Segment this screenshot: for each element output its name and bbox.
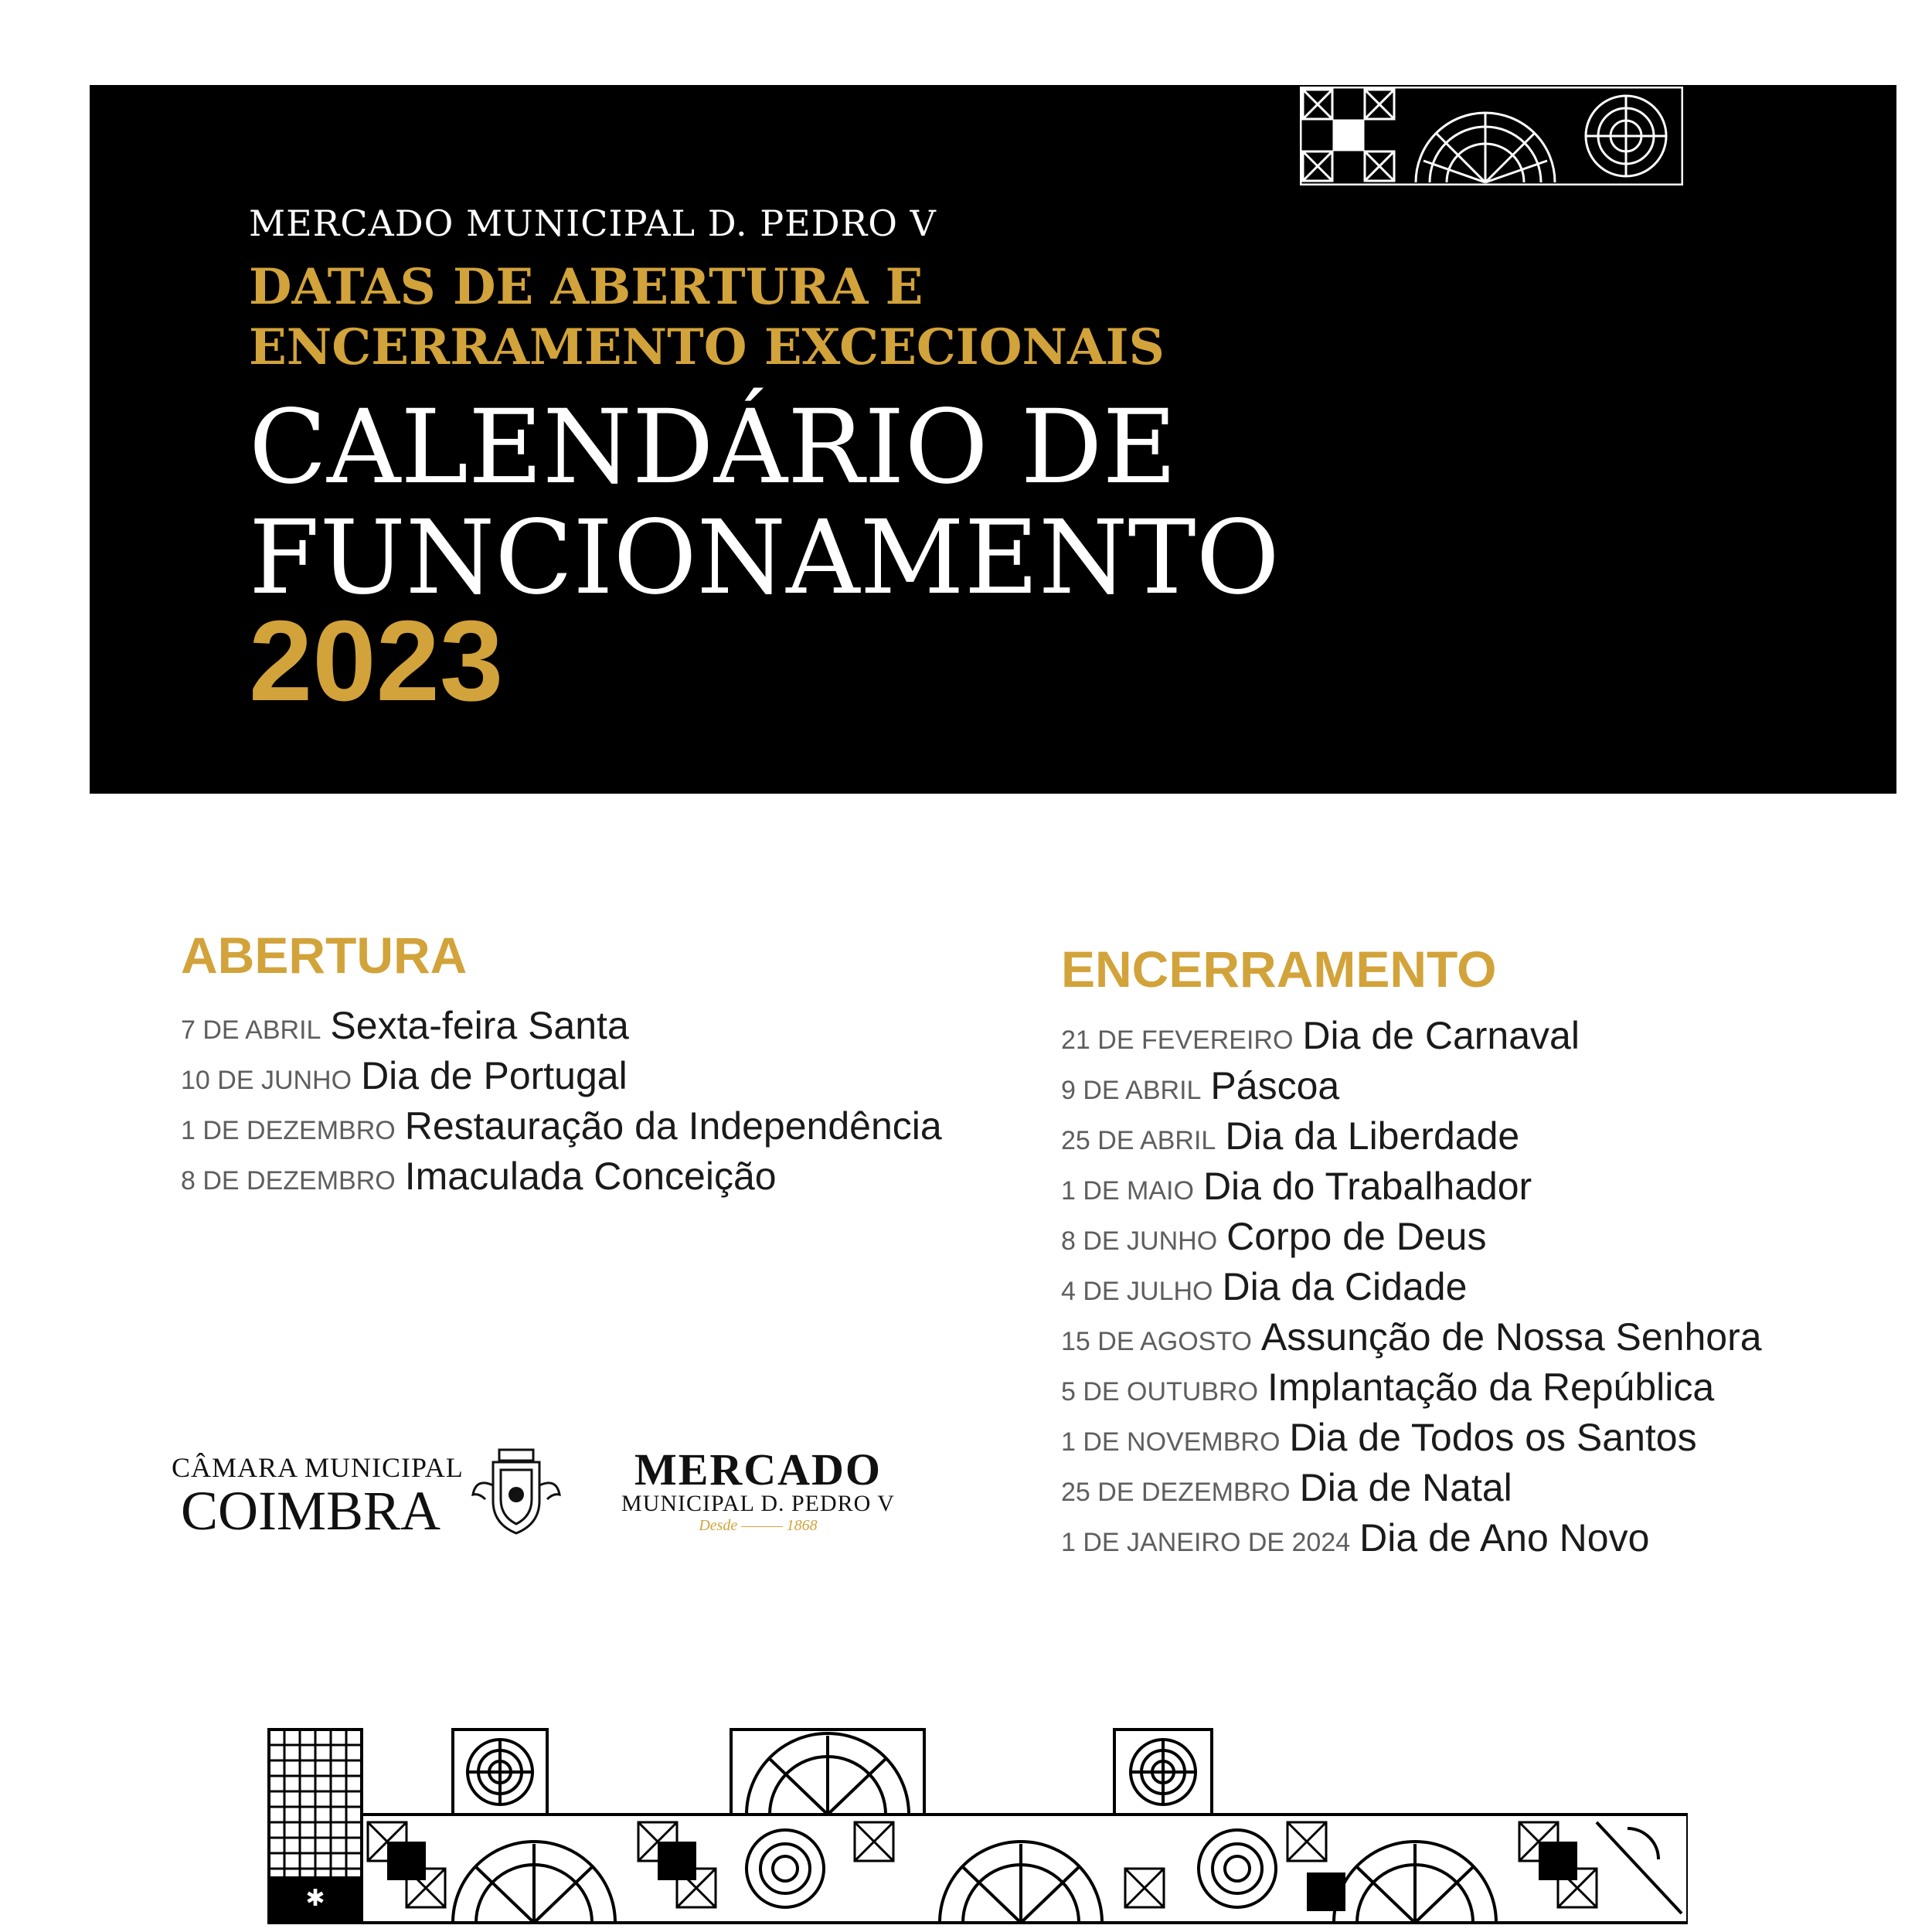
decorative-tile-pattern-bottom: [267, 1728, 1688, 1924]
date-label: 1 DE DEZEMBRO: [181, 1116, 396, 1145]
encerramento-item: [1061, 1111, 1762, 1162]
camara-logo-line2: COIMBRA: [180, 1480, 441, 1542]
abertura-heading: ABERTURA: [181, 927, 468, 984]
date-label: 1 DE MAIO: [1061, 1176, 1194, 1206]
coimbra-crest-icon: [462, 1439, 570, 1547]
date-label: 5 DE OUTUBRO: [1061, 1377, 1259, 1406]
market-subtitle: MERCADO MUNICIPAL D. PEDRO V: [249, 202, 937, 244]
gold-title-line1: DATAS DE ABERTURA E: [249, 258, 923, 316]
abertura-item: [181, 1151, 942, 1202]
encerramento-item: [1061, 1413, 1762, 1463]
event-label: Dia de Ano Novo: [1359, 1516, 1650, 1560]
date-label: 8 DE JUNHO: [1061, 1226, 1218, 1256]
abertura-list: [181, 1001, 942, 1202]
event-label: Restauração da Independência: [404, 1104, 942, 1148]
date-label: 21 DE FEVEREIRO: [1061, 1026, 1294, 1055]
year-label: 2023: [249, 597, 504, 725]
encerramento-heading: ENCERRAMENTO: [1061, 940, 1497, 998]
event-label: Sexta-feira Santa: [330, 1004, 629, 1047]
event-label: Dia de Portugal: [361, 1054, 628, 1097]
encerramento-item: [1061, 1212, 1762, 1262]
event-label: Corpo de Deus: [1226, 1215, 1487, 1258]
page-title: [249, 388, 1280, 617]
encerramento-item: [1061, 1362, 1762, 1413]
date-label: 4 DE JULHO: [1061, 1277, 1213, 1306]
encerramento-list: [1061, 1011, 1762, 1563]
encerramento-item: [1061, 1262, 1762, 1312]
event-label: Assunção de Nossa Senhora: [1260, 1315, 1762, 1359]
date-label: 1 DE NOVEMBRO: [1061, 1427, 1281, 1457]
abertura-item: [181, 1001, 942, 1051]
date-label: 8 DE DEZEMBRO: [181, 1166, 396, 1196]
mercado-municipal-logo: [615, 1444, 901, 1535]
mercado-logo-line1: MERCADO: [634, 1444, 883, 1495]
event-label: Dia do Trabalhador: [1202, 1165, 1532, 1208]
encerramento-item: [1061, 1513, 1762, 1563]
title-line1: CALENDÁRIO DE: [249, 388, 1177, 507]
abertura-item: [181, 1101, 942, 1151]
event-label: Implantação da República: [1267, 1366, 1715, 1409]
mercado-logo-line3: Desde ——— 1868: [699, 1517, 818, 1534]
encerramento-item: [1061, 1162, 1762, 1212]
encerramento-item: [1061, 1463, 1762, 1513]
mercado-logo-line2: MUNICIPAL D. PEDRO V: [621, 1491, 895, 1516]
date-label: 25 DE DEZEMBRO: [1061, 1478, 1291, 1507]
gold-title-line2: ENCERRAMENTO EXCECIONAIS: [249, 318, 1165, 376]
camara-logo-line1: CÂMARA MUNICIPAL: [172, 1452, 464, 1483]
encerramento-item: [1061, 1011, 1762, 1061]
date-label: 15 DE AGOSTO: [1061, 1327, 1252, 1356]
event-label: Dia de Carnaval: [1302, 1014, 1580, 1057]
event-label: Dia da Cidade: [1222, 1265, 1468, 1308]
date-label: 25 DE ABRIL: [1061, 1126, 1216, 1155]
event-label: Dia da Liberdade: [1225, 1114, 1520, 1158]
encerramento-item: [1061, 1312, 1762, 1362]
event-label: Dia de Todos os Santos: [1289, 1416, 1697, 1459]
encerramento-item: [1061, 1061, 1762, 1111]
svg-text:✱: ✱: [305, 1885, 325, 1912]
title-line2: FUNCIONAMENTO: [249, 498, 1280, 617]
date-label: 1 DE JANEIRO DE 2024: [1061, 1528, 1351, 1557]
decorative-tile-pattern-top: [1300, 87, 1683, 185]
date-label: 10 DE JUNHO: [181, 1066, 352, 1095]
date-label: 7 DE ABRIL: [181, 1015, 321, 1045]
event-label: Imaculada Conceição: [404, 1155, 777, 1198]
event-label: Dia de Natal: [1299, 1466, 1512, 1509]
event-label: Páscoa: [1210, 1064, 1340, 1107]
abertura-item: [181, 1051, 942, 1101]
exceptional-dates-title: [249, 257, 1165, 378]
camara-municipal-coimbra-logo: [172, 1451, 464, 1542]
date-label: 9 DE ABRIL: [1061, 1076, 1202, 1105]
